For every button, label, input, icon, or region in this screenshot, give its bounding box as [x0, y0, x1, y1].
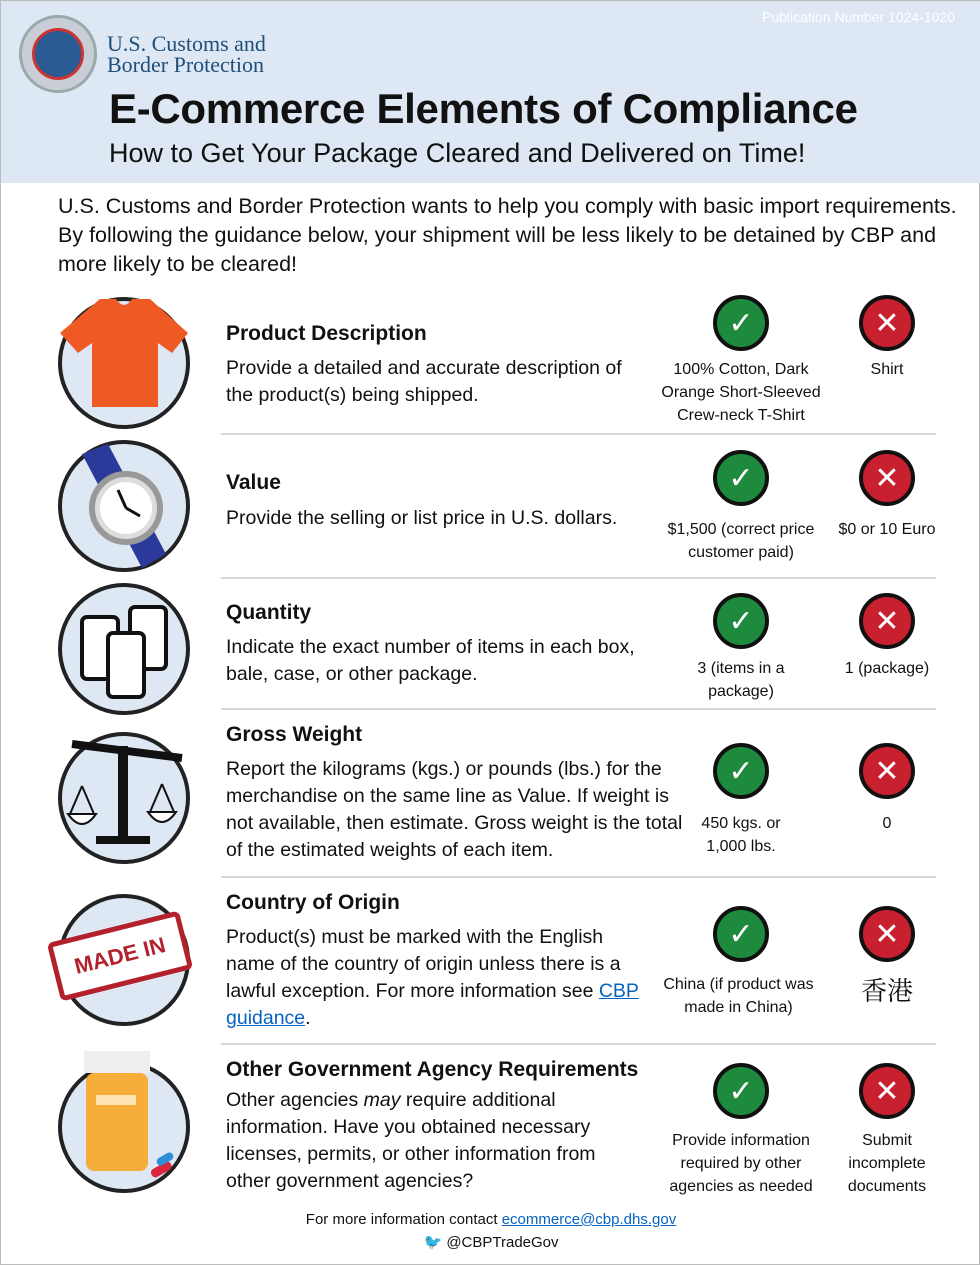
cross-icon: ✕	[859, 593, 915, 649]
row-description: Indicate the exact number of items in each box, bale, case, or other package.	[226, 636, 635, 685]
phones-icon	[58, 583, 190, 715]
check-icon: ✓	[713, 450, 769, 506]
cross-icon: ✕	[859, 295, 915, 351]
divider	[221, 433, 936, 435]
row-description	[226, 1087, 636, 1195]
row-title: Other Government Agency Requirements	[226, 1058, 639, 1081]
agency-line-1: U.S. Customs and	[107, 31, 266, 56]
agency-line-2: Border Protection	[107, 52, 265, 77]
watch-icon	[58, 440, 190, 572]
good-example: China (if product was made in China)	[663, 976, 814, 1016]
bad-example: Submit incomplete documents	[847, 1132, 927, 1195]
twitter-icon: 🐦	[423, 1234, 443, 1251]
agency-name	[107, 33, 266, 75]
row-description	[226, 924, 646, 1032]
good-example: 3 (items in a package)	[697, 660, 785, 700]
row-title: Quantity	[226, 601, 312, 624]
divider	[221, 1043, 936, 1045]
good-example: 100% Cotton, Dark Orange Short-Sleeved Crew-neck T-Shirt	[661, 361, 821, 424]
divider	[221, 577, 936, 579]
divider	[221, 708, 936, 710]
page-subtitle: How to Get Your Package Cleared and Delivered on Time!	[109, 138, 806, 168]
desc-pre: Other agencies	[226, 1089, 364, 1111]
bad-example: 香港	[860, 976, 913, 1006]
check-icon: ✓	[713, 906, 769, 962]
check-icon: ✓	[713, 1063, 769, 1119]
twitter-handle-link[interactable]: @CBPTradeGov	[446, 1234, 559, 1251]
desc-text: require additional information. Have you obtained necessary licenses, permits, or other information from other government agencies?	[226, 1089, 596, 1192]
cbp-guidance-link[interactable]: CBP guidance	[226, 980, 639, 1029]
bad-example: 0	[882, 815, 892, 832]
row-description: Report the kilograms (kgs.) or pounds (lbs.) for the merchandise on the same line as Value. If weight is not available, then estimate. Gross weight is the total of the estimated weights of each item.	[226, 758, 683, 861]
footer-twitter	[1, 1233, 980, 1251]
pill-bottle-icon	[58, 1061, 190, 1193]
header	[1, 1, 980, 183]
dhs-seal-logo	[19, 15, 97, 93]
cross-icon: ✕	[859, 906, 915, 962]
good-example: 450 kgs. or 1,000 lbs.	[701, 815, 781, 855]
good-example: Provide information required by other agencies as needed	[669, 1132, 813, 1195]
row-title: Value	[226, 471, 281, 494]
bad-example: 1 (package)	[844, 660, 930, 677]
row-title: Product Description	[226, 322, 427, 345]
page-title: E-Commerce Elements of Compliance	[109, 85, 858, 132]
row-title: Gross Weight	[226, 723, 363, 746]
check-icon: ✓	[713, 593, 769, 649]
scale-icon	[58, 732, 190, 864]
cross-icon: ✕	[859, 743, 915, 799]
row-description: Provide the selling or list price in U.S. dollars.	[226, 507, 618, 529]
bad-example: Shirt	[870, 361, 904, 378]
footer-contact	[1, 1211, 980, 1228]
t-shirt-icon	[58, 297, 190, 429]
good-example: $1,500 (correct price customer paid)	[667, 521, 815, 561]
cross-icon: ✕	[859, 1063, 915, 1119]
row-title: Country of Origin	[226, 891, 400, 914]
bad-example: $0 or 10 Euro	[838, 521, 936, 538]
check-icon: ✓	[713, 295, 769, 351]
email-link[interactable]: ecommerce@cbp.dhs.gov	[501, 1211, 677, 1228]
desc-text: Product(s) must be marked with the English name of the country of origin unless there is a lawful exception. For more information see	[226, 926, 621, 1002]
cross-icon: ✕	[859, 450, 915, 506]
intro-text: U.S. Customs and Border Protection wants to help you comply with basic import requirements. By following the guidance below, your shipment will be less likely to be detained by CBP and more likely to be cleared!	[58, 194, 957, 276]
made-in-stamp-icon	[58, 894, 190, 1026]
divider	[221, 876, 936, 878]
desc-end: .	[305, 1007, 311, 1029]
publication-number: Publication Number 1024-1020	[761, 9, 955, 25]
stamp-text: MADE IN	[47, 910, 193, 1001]
check-icon: ✓	[713, 743, 769, 799]
contact-text: For more information contact	[305, 1211, 502, 1228]
row-description: Provide a detailed and accurate description of the product(s) being shipped.	[226, 357, 622, 406]
desc-emphasis: may	[363, 1089, 401, 1111]
